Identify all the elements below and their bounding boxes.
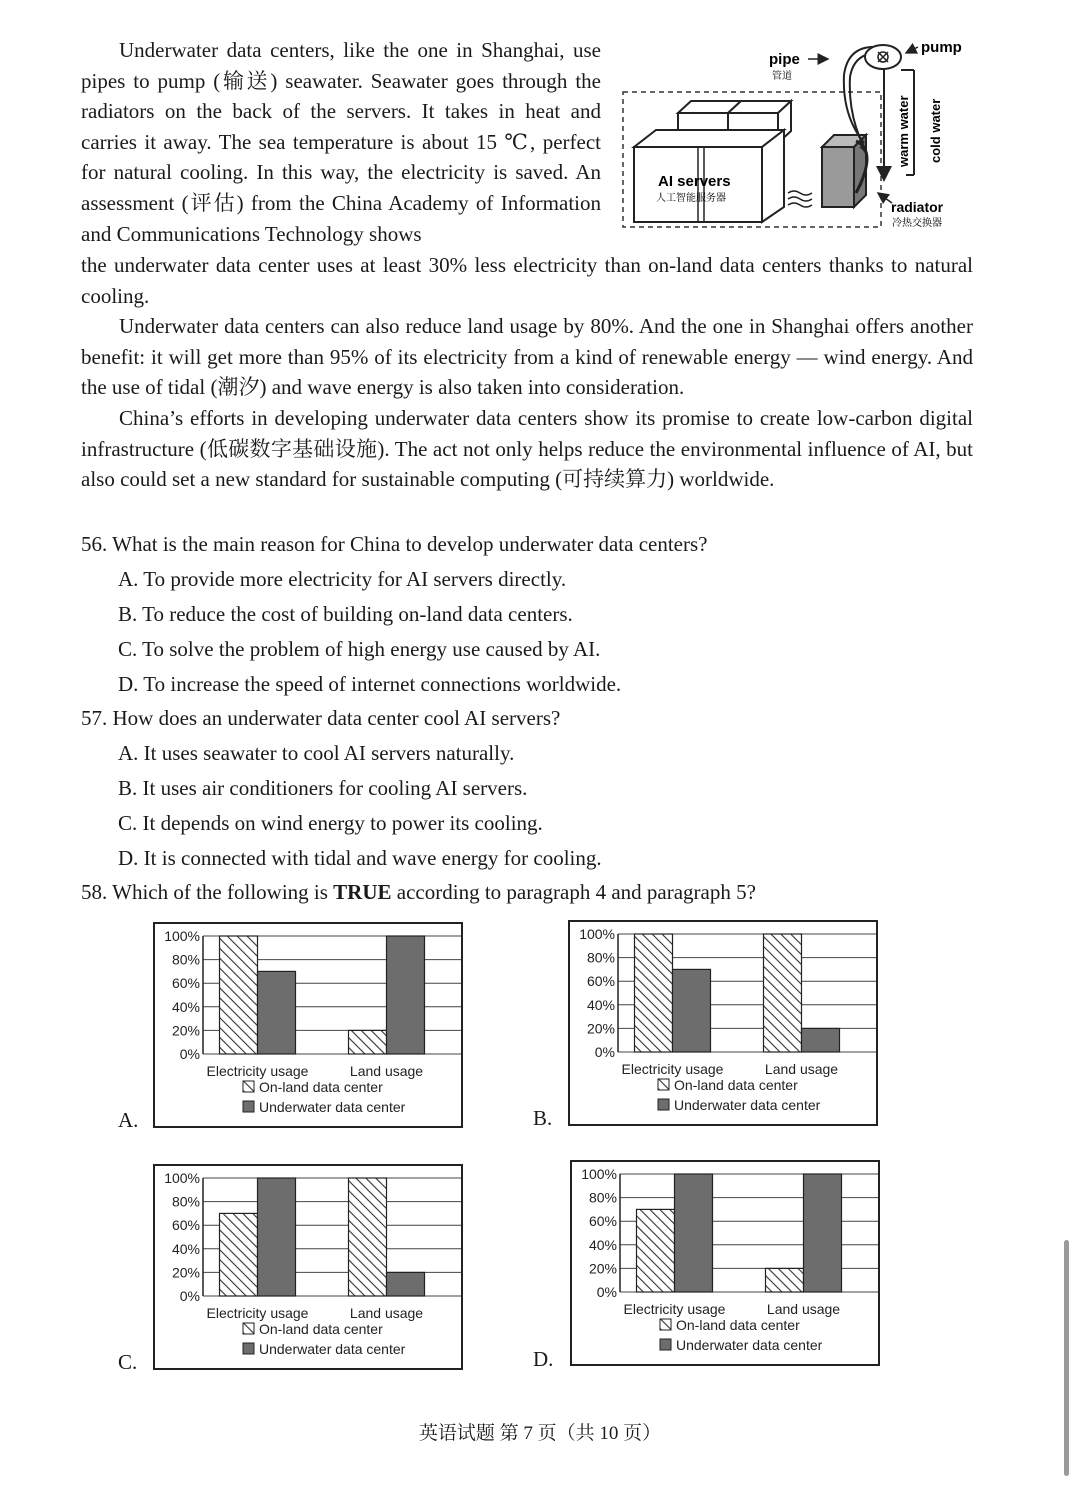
- legend-swatch-underwater: [660, 1339, 671, 1350]
- paragraph-1-continued: the underwater data center uses at least 30% less electricity than on-land data centers thanks to natural cooling.: [81, 253, 973, 308]
- x-category-label: Land usage: [764, 1061, 839, 1077]
- chart-option-c[interactable]: [153, 1164, 463, 1370]
- question-58-stem-bold: TRUE: [333, 880, 392, 904]
- y-tick-label: 20%: [171, 1264, 200, 1281]
- bar-underwater: [675, 1174, 713, 1292]
- legend-swatch-on-land: [243, 1081, 254, 1092]
- x-category-label: Electricity usage: [621, 1061, 724, 1077]
- x-category-label: Electricity usage: [623, 1301, 726, 1317]
- paragraph-1: Underwater data centers, like the one in Shanghai, use pipes to pump (输送) seawater. Seawater goes through the radiators on the back of the servers. It takes in heat and carries it away. The sea temperature is about 15 ℃, perfect for natural cooling. In this way, the electricity is saved. An assessment (评估) from the China Academy of Information and Communications Technology shows: [81, 38, 601, 246]
- legend-label: Underwater data center: [259, 1099, 406, 1115]
- y-tick-label: 0%: [594, 1044, 615, 1060]
- bar-underwater: [673, 969, 711, 1052]
- chart-letter-d: D.: [533, 1347, 554, 1371]
- y-tick-label: 40%: [171, 998, 200, 1015]
- legend-label: On-land data center: [674, 1077, 798, 1093]
- legend-swatch-on-land: [658, 1079, 669, 1090]
- pump-icon: [865, 45, 901, 69]
- radiator-label-cn: 冷热交换器: [892, 218, 942, 229]
- chart-letter-c: C.: [118, 1350, 138, 1374]
- y-tick-label: 60%: [171, 1217, 200, 1234]
- question-56-stem: 56. What is the main reason for China to develop underwater data centers?: [81, 532, 708, 556]
- y-tick-label: 40%: [588, 1236, 617, 1253]
- y-tick-label: 80%: [171, 951, 200, 968]
- heat-waves: [788, 191, 812, 207]
- bar-chart-svg: [155, 924, 461, 1126]
- y-tick-label: 0%: [596, 1284, 617, 1300]
- y-tick-label: 100%: [164, 1170, 200, 1186]
- bar-underwater: [804, 1174, 842, 1292]
- scrollbar[interactable]: [1064, 1240, 1069, 1476]
- y-tick-label: 100%: [579, 926, 615, 942]
- y-tick-label: 60%: [588, 1213, 617, 1230]
- page-footer: 英语试题 第 7 页（共 10 页）: [418, 1423, 662, 1444]
- y-tick-label: 80%: [588, 1189, 617, 1206]
- x-category-label: Land usage: [766, 1301, 841, 1317]
- bar-on-land: [220, 1213, 258, 1296]
- legend-label: Underwater data center: [674, 1097, 821, 1113]
- question-56-option-d[interactable]: D. To increase the speed of internet connections worldwide.: [118, 672, 622, 696]
- y-tick-label: 20%: [586, 1020, 615, 1037]
- ai-servers-label: AI servers: [658, 173, 731, 190]
- y-tick-label: 100%: [164, 928, 200, 944]
- y-tick-label: 60%: [586, 973, 615, 990]
- chart-option-d[interactable]: [570, 1160, 880, 1366]
- x-category-label: Electricity usage: [206, 1305, 309, 1321]
- cold-water-label: cold water: [928, 98, 943, 163]
- legend-label: On-land data center: [259, 1079, 383, 1095]
- legend-label: On-land data center: [259, 1321, 383, 1337]
- y-tick-label: 40%: [586, 996, 615, 1013]
- bar-underwater: [258, 1178, 296, 1296]
- cooling-diagram: [616, 35, 978, 235]
- legend-label: Underwater data center: [259, 1341, 406, 1357]
- question-58-stem: [81, 877, 756, 907]
- bar-underwater: [802, 1028, 840, 1052]
- radiator-unit: [822, 135, 867, 207]
- y-tick-label: 20%: [588, 1260, 617, 1277]
- x-category-label: Land usage: [349, 1305, 424, 1321]
- paragraph-3: China’s efforts in developing underwater data centers show its promise to create low-carbon digital infrastructure (低碳数字基础设施). The act not only helps reduce the environmental influence of AI, but also could set a new standard for sustainable computing (可持续算力) worldwide.: [81, 406, 973, 492]
- y-tick-label: 80%: [171, 1193, 200, 1210]
- bar-on-land: [766, 1268, 804, 1292]
- y-tick-label: 0%: [179, 1046, 200, 1062]
- chart-letter-b: B.: [533, 1106, 553, 1130]
- bar-chart-svg: [155, 1166, 461, 1368]
- bar-chart-svg: [572, 1162, 878, 1364]
- chart-letter-a: A.: [118, 1108, 139, 1132]
- warm-water-label: warm water: [896, 95, 911, 167]
- legend-swatch-underwater: [658, 1099, 669, 1110]
- y-tick-label: 100%: [581, 1166, 617, 1182]
- paragraph-2: Underwater data centers can also reduce land usage by 80%. And the one in Shanghai offers another benefit: it will get more than 95% of its electricity from a kind of renewable energy — wind energy. And the use of tidal (潮汐) and wave energy is also taken into consideration.: [81, 314, 973, 400]
- bar-underwater: [258, 971, 296, 1054]
- bar-on-land: [764, 934, 802, 1052]
- pipe-label-cn: 管道: [772, 71, 792, 82]
- bar-underwater: [387, 1272, 425, 1296]
- pump-label: pump: [921, 39, 962, 56]
- question-57-stem: 57. How does an underwater data center cool AI servers?: [81, 706, 561, 730]
- y-tick-label: 40%: [171, 1240, 200, 1257]
- bar-on-land: [635, 934, 673, 1052]
- question-57-option-b[interactable]: B. It uses air conditioners for cooling AI servers.: [118, 776, 528, 800]
- bar-underwater: [387, 936, 425, 1054]
- legend-label: Underwater data center: [676, 1337, 823, 1353]
- bar-on-land: [349, 1178, 387, 1296]
- y-tick-label: 20%: [171, 1022, 200, 1039]
- radiator-label: radiator: [891, 199, 944, 215]
- legend-label: On-land data center: [676, 1317, 800, 1333]
- question-57-option-a[interactable]: A. It uses seawater to cool AI servers naturally.: [118, 741, 515, 765]
- ai-servers-label-cn: 人工智能服务器: [656, 193, 726, 204]
- question-56-option-c[interactable]: C. To solve the problem of high energy use caused by AI.: [118, 637, 601, 661]
- question-58-stem-post: according to paragraph 4 and paragraph 5?: [391, 880, 756, 904]
- legend-swatch-on-land: [660, 1319, 671, 1330]
- question-57-option-d[interactable]: D. It is connected with tidal and wave energy for cooling.: [118, 846, 602, 870]
- legend-swatch-on-land: [243, 1323, 254, 1334]
- bar-on-land: [220, 936, 258, 1054]
- bar-chart-svg: [570, 922, 876, 1124]
- y-tick-label: 0%: [179, 1288, 200, 1304]
- question-58-stem-pre: 58. Which of the following is: [81, 880, 334, 904]
- x-category-label: Land usage: [349, 1063, 424, 1079]
- bar-on-land: [349, 1030, 387, 1054]
- question-56-option-a[interactable]: A. To provide more electricity for AI servers directly.: [118, 567, 567, 591]
- chart-option-a[interactable]: [153, 922, 463, 1128]
- legend-swatch-underwater: [243, 1343, 254, 1354]
- y-tick-label: 60%: [171, 975, 200, 992]
- x-category-label: Electricity usage: [206, 1063, 309, 1079]
- legend-swatch-underwater: [243, 1101, 254, 1112]
- bar-on-land: [637, 1209, 675, 1292]
- question-57-option-c[interactable]: C. It depends on wind energy to power its cooling.: [118, 811, 543, 835]
- pipe-label: pipe: [769, 51, 800, 68]
- chart-option-b[interactable]: [568, 920, 878, 1126]
- y-tick-label: 80%: [586, 949, 615, 966]
- question-56-option-b[interactable]: B. To reduce the cost of building on-land data centers.: [118, 602, 573, 626]
